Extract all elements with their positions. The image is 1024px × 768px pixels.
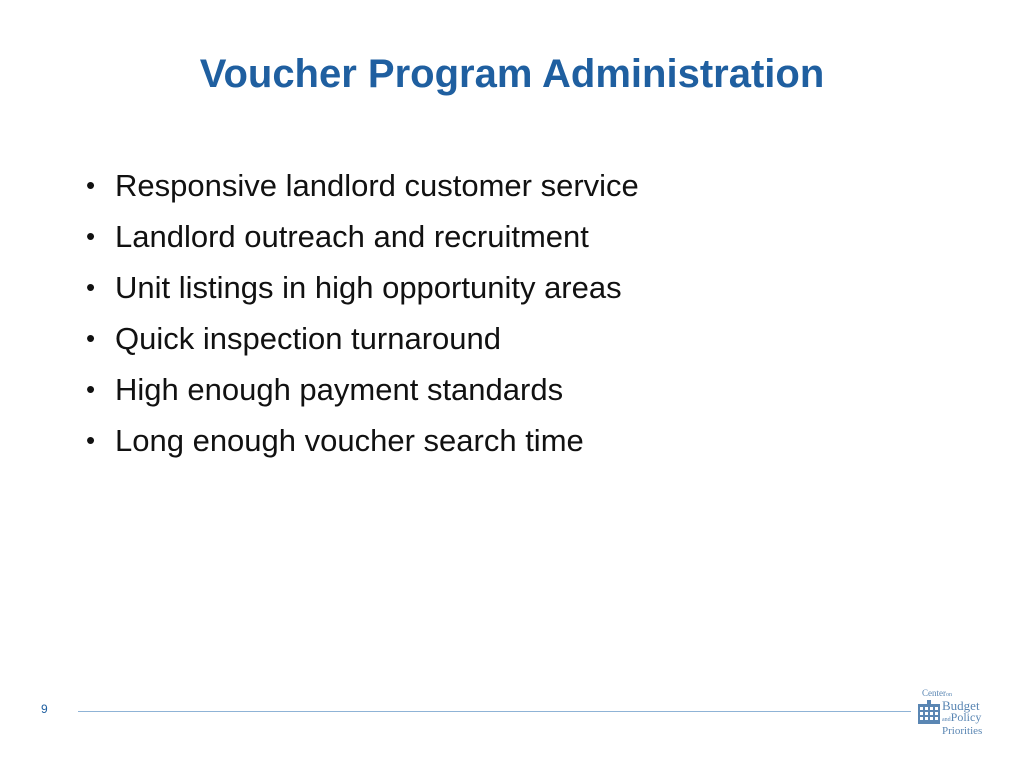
bullet-item: • Unit listings in high opportunity areas bbox=[86, 262, 639, 313]
logo-text-and: and bbox=[942, 717, 951, 723]
slide-title: Voucher Program Administration bbox=[199, 52, 825, 96]
logo-text-on: on bbox=[946, 692, 952, 698]
bullet-item: • Responsive landlord customer service bbox=[86, 160, 639, 211]
bullet-item: • Long enough voucher search time bbox=[86, 415, 639, 466]
bullet-item: • Quick inspection turnaround bbox=[86, 313, 639, 364]
logo-text-center: Center bbox=[922, 688, 946, 698]
logo-text-policy: Policy bbox=[950, 710, 982, 724]
organization-logo bbox=[918, 688, 998, 737]
footer-divider bbox=[78, 711, 911, 712]
bullet-list bbox=[86, 160, 639, 466]
page-number: 9 bbox=[41, 702, 48, 716]
logo-wordmark bbox=[922, 688, 982, 737]
logo-text-budget: Budget bbox=[942, 698, 980, 713]
bullet-item: • Landlord outreach and recruitment bbox=[86, 211, 639, 262]
logo-text-priorities: Priorities bbox=[942, 725, 983, 737]
bullet-item: • High enough payment standards bbox=[86, 364, 639, 415]
